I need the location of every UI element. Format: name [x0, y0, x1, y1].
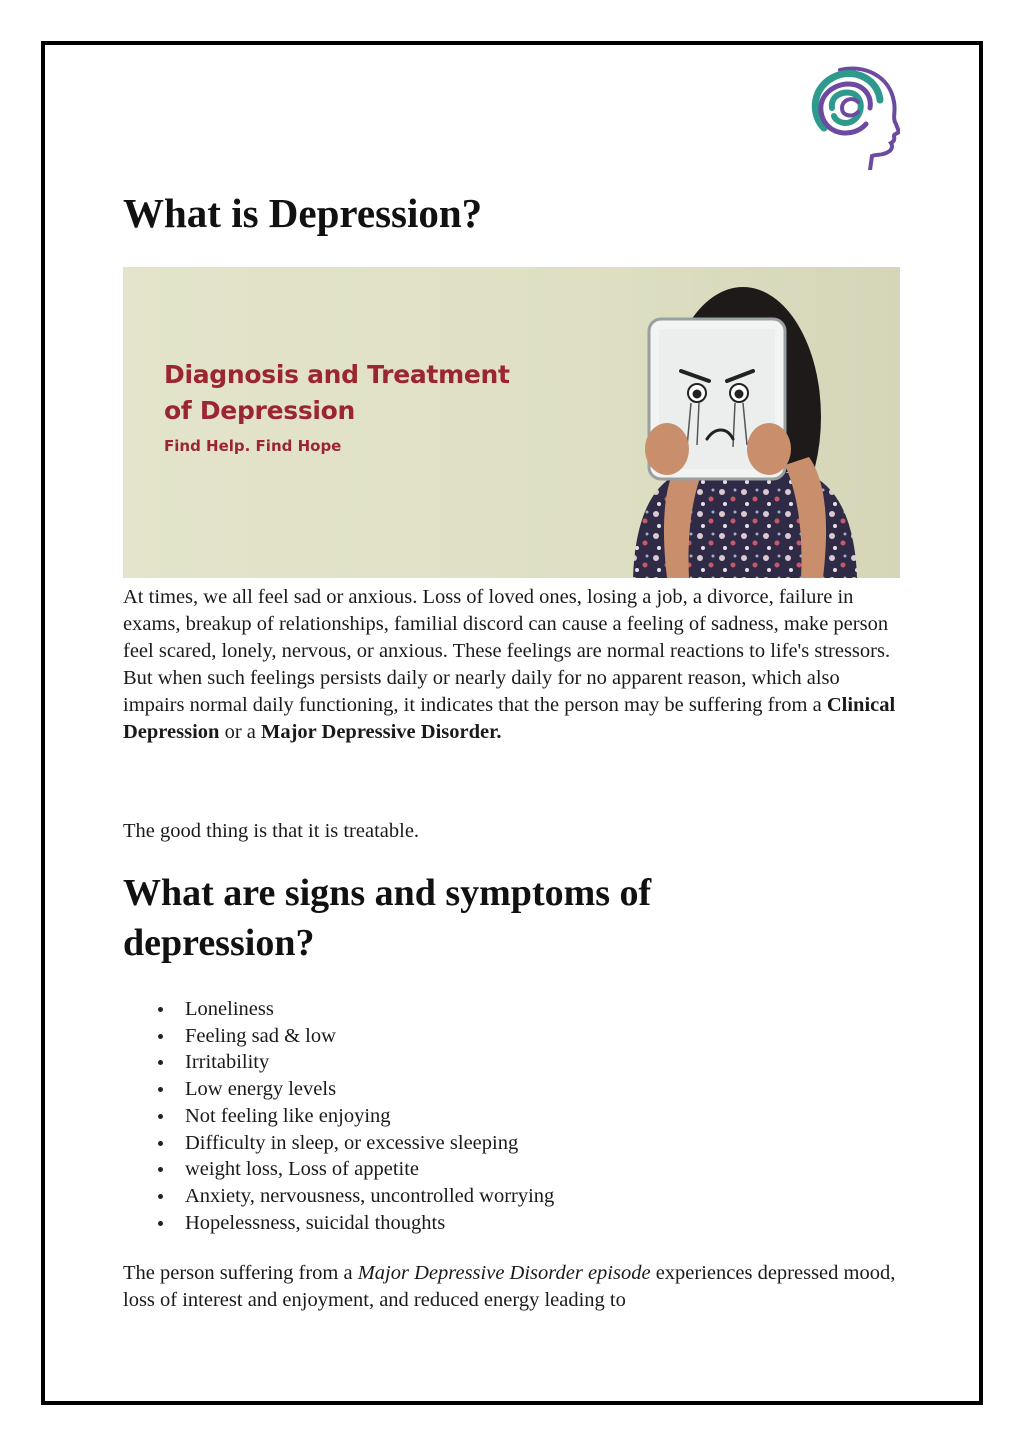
term-major-depressive-disorder: Major Depressive Disorder. — [261, 721, 502, 743]
banner-headline-line-1: Diagnosis and Treatment — [164, 360, 510, 389]
symptoms-heading: What are signs and symptoms of depression? — [123, 872, 652, 964]
list-item: Not feeling like enjoying — [123, 1103, 554, 1130]
closing-paragraph — [123, 1260, 903, 1314]
list-item: Feeling sad & low — [123, 1023, 554, 1050]
closing-emphasis: Major Depressive Disorder episode — [357, 1262, 651, 1284]
treatable-paragraph: The good thing is that it is treatable. — [123, 820, 420, 842]
intro-connector: or a — [219, 721, 261, 743]
closing-prefix: The person suffering from a — [123, 1262, 358, 1284]
list-item: Difficulty in sleep, or excessive sleeping — [123, 1130, 554, 1157]
closing-suffix: experiences depressed mood, loss of interest and enjoyment, and reduced energy leading to — [123, 1262, 896, 1311]
banner-headline-line-2: of Depression — [164, 396, 356, 425]
intro-text: At times, we all feel sad or anxious. Loss of loved ones, losing a job, a divorce, failure in exams, breakup of relationships, familial discord can cause a feeling of sadness, make person feel scared, lonely, nervous, or anxious. These feelings are normal reactions to life's stressors. But when such feelings persists daily or nearly daily for no apparent reason, which also impairs normal daily functioning, it indicates that the person may be suffering from a — [123, 586, 891, 716]
person-with-tablet-illustration — [563, 267, 900, 578]
list-item: Irritability — [123, 1049, 554, 1076]
intro-paragraph — [123, 584, 903, 746]
brain-logo-icon — [806, 62, 900, 170]
banner-tagline: Find Help. Find Hope — [164, 437, 342, 455]
page-title: What is Depression? — [123, 190, 483, 236]
list-item: Hopelessness, suicidal thoughts — [123, 1210, 554, 1237]
symptoms-list — [123, 996, 554, 1236]
banner-image — [123, 267, 900, 578]
list-item: Low energy levels — [123, 1076, 554, 1103]
banner-headline — [164, 357, 614, 429]
list-item: Anxiety, nervousness, uncontrolled worrying — [123, 1183, 554, 1210]
list-item: weight loss, Loss of appetite — [123, 1156, 554, 1183]
list-item: Loneliness — [123, 996, 554, 1023]
term-clinical-depression: Clinical Depression — [123, 694, 896, 743]
